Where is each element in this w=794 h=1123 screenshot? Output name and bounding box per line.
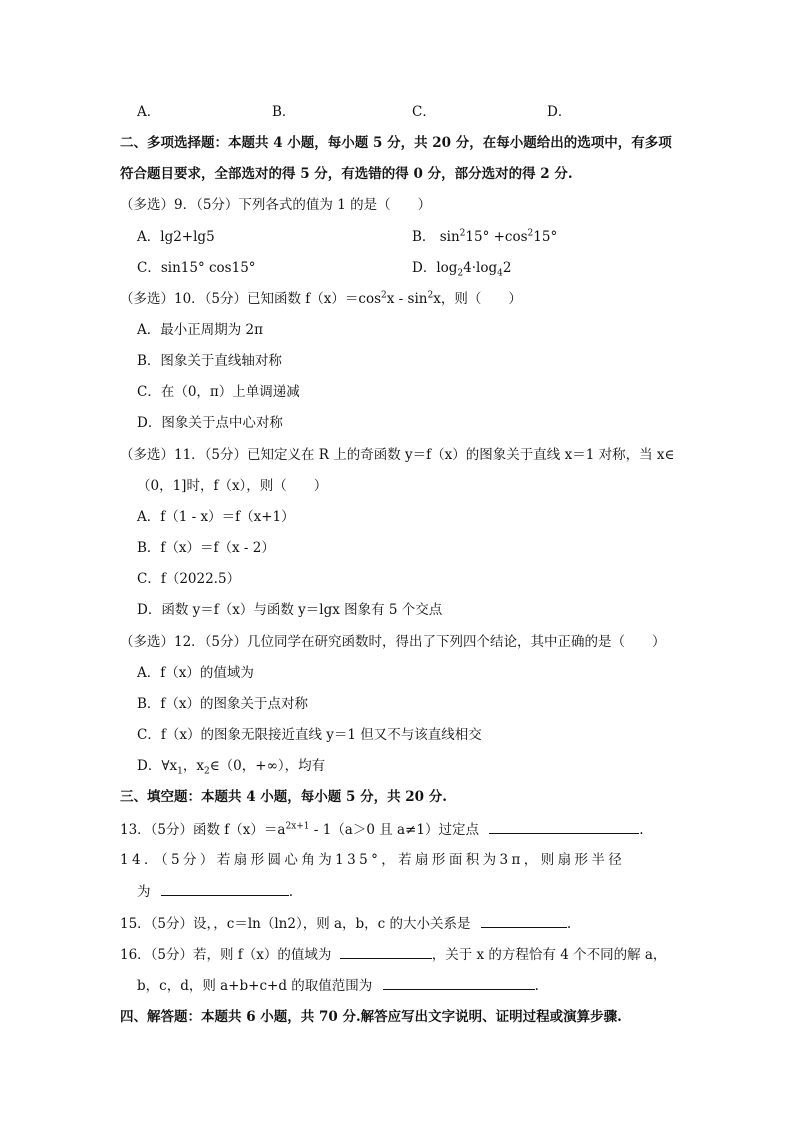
q9-b-suffix: 15° — [533, 229, 558, 245]
q9-d-prefix: D．log — [412, 260, 458, 276]
question-10-option-d: D．图象关于点中心对称 — [137, 415, 283, 431]
question-11-option-d: D．函数 y＝f（x）与函数 y＝lgx 图象有 5 个交点 — [137, 602, 443, 618]
question-16-line1 — [120, 944, 666, 965]
q10-stem-sup1: 2 — [381, 290, 387, 301]
option-d-label: D． — [547, 104, 572, 120]
q12-d-prefix: D．∀x — [137, 758, 178, 774]
q16-end: . — [534, 978, 539, 994]
option-c-label: C． — [412, 104, 436, 120]
question-9-stem: （多选）9．（5分）下列各式的值为 1 的是（ ） — [120, 197, 432, 213]
q12-d-sub2: 2 — [203, 766, 210, 777]
q12-d-suffix: ∈（0，+∞），均有 — [209, 758, 326, 774]
q9-d-sub1: 2 — [457, 268, 464, 279]
q13-end: . — [639, 822, 644, 838]
option-a-label: A． — [137, 104, 161, 120]
q9-b-sup1: 2 — [459, 228, 466, 239]
q15-end: . — [566, 916, 572, 932]
q9-b-sup2: 2 — [527, 228, 534, 239]
question-10-option-a: A．最小正周期为 2π — [137, 322, 264, 338]
q16-range-blank[interactable] — [340, 944, 432, 959]
q15-prefix: 15．（5分）设，，c＝ln（ln2），则 a，b，c 的大小关系是 — [120, 916, 471, 932]
q13-suffix: - 1（a＞0 且 a≠1）过定点 — [309, 822, 479, 838]
question-10-option-c: C．在（0，π）上单调递减 — [137, 384, 300, 400]
q16-sum-blank[interactable] — [383, 975, 535, 990]
option-b-label: B． — [272, 104, 296, 120]
q12-d-sub1: 1 — [177, 766, 183, 777]
q9-d-suffix: 2 — [502, 260, 512, 276]
question-12-option-a: A．f（x）的值域为 — [137, 665, 254, 681]
question-9-option-d — [412, 258, 511, 278]
q10-stem-prefix: （多选）10．（5分）已知函数 f（x）＝cos — [120, 291, 382, 307]
q15-answer-blank[interactable] — [481, 913, 567, 928]
q9-b-prefix: B． sin — [412, 229, 460, 245]
question-11-option-b: B．f（x）＝f（x - 2） — [137, 540, 275, 556]
question-13 — [120, 819, 644, 840]
q9-d-sub2: 4 — [497, 268, 503, 279]
question-9-option-c: C．sin15° cos15° — [137, 260, 256, 276]
q10-stem-suffix: x，则（ ） — [433, 291, 522, 307]
section-2-heading-line1: 二、多项选择题：本题共 4 小题，每小题 5 分，共 20 分，在每小题给出的选项中，有多项 — [120, 135, 672, 151]
question-11-stem-line2: （0，1]时，f（x），则（ ） — [137, 478, 328, 494]
question-9-option-a: A．lg2+lg5 — [137, 229, 215, 245]
q16-line2-prefix: b，c，d，则 a+b+c+d 的取值范围为 — [137, 978, 373, 994]
q13-sup: 2x+1 — [285, 821, 310, 832]
section-4-heading: 四、解答题：本题共 6 小题，共 70 分.解答应写出文字说明、证明过程或演算步骤. — [120, 1009, 622, 1025]
q16-line1-prefix: 16．（5分）若，则 f（x）的值域为 — [120, 947, 332, 963]
q13-prefix: 13．（5分）函数 f（x）＝a — [120, 822, 286, 838]
question-9-option-b — [412, 227, 557, 247]
question-11-option-c: C．f（2022.5） — [137, 571, 241, 587]
question-16-line2 — [137, 975, 539, 996]
question-14-line2 — [137, 881, 293, 902]
question-10-option-b: B．图象关于直线轴对称 — [137, 353, 282, 369]
q14-answer-blank[interactable] — [161, 881, 289, 896]
q9-b-mid: 15° +cos — [465, 229, 528, 245]
question-12-stem: （多选）12．（5分）几位同学在研究函数时，得出了下列四个结论，其中正确的是（ ） — [120, 634, 666, 650]
q12-d-mid: ，x — [182, 758, 204, 774]
question-12-option-d — [137, 756, 325, 776]
q13-answer-blank[interactable] — [489, 819, 639, 834]
question-12-option-c: C．f（x）的图象无限接近直线 y＝1 但又不与该直线相交 — [137, 727, 482, 743]
question-11-stem-line1: （多选）11．（5分）已知定义在 R 上的奇函数 y＝f（x）的图象关于直线 x＝1 对称，当 x∈ — [120, 447, 675, 463]
question-14-line1: 14．（5分）若扇形圆心角为135°，若扇形面积为3π，则扇形半径 — [120, 852, 626, 868]
q10-stem-sup2: 2 — [427, 290, 434, 301]
q9-d-mid: 4·log — [463, 260, 498, 276]
question-10-stem — [120, 289, 522, 309]
q14-end: . — [288, 884, 294, 900]
section-3-heading: 三、填空题：本题共 4 小题，每小题 5 分，共 20 分. — [120, 789, 447, 805]
question-11-option-a: A．f（1 - x）＝f（x+1） — [137, 509, 295, 525]
q16-line1-suffix: ，关于 x 的方程恰有 4 个不同的解 a， — [431, 947, 667, 963]
question-12-option-b: B．f（x）的图象关于点对称 — [137, 696, 309, 712]
section-2-heading-line2: 符合题目要求，全部选对的得 5 分，有选错的得 0 分，部分选对的得 2 分. — [120, 166, 573, 182]
q14-line2-prefix: 为 — [137, 884, 151, 900]
question-15 — [120, 913, 571, 934]
q10-stem-mid: x - sin — [386, 291, 428, 307]
